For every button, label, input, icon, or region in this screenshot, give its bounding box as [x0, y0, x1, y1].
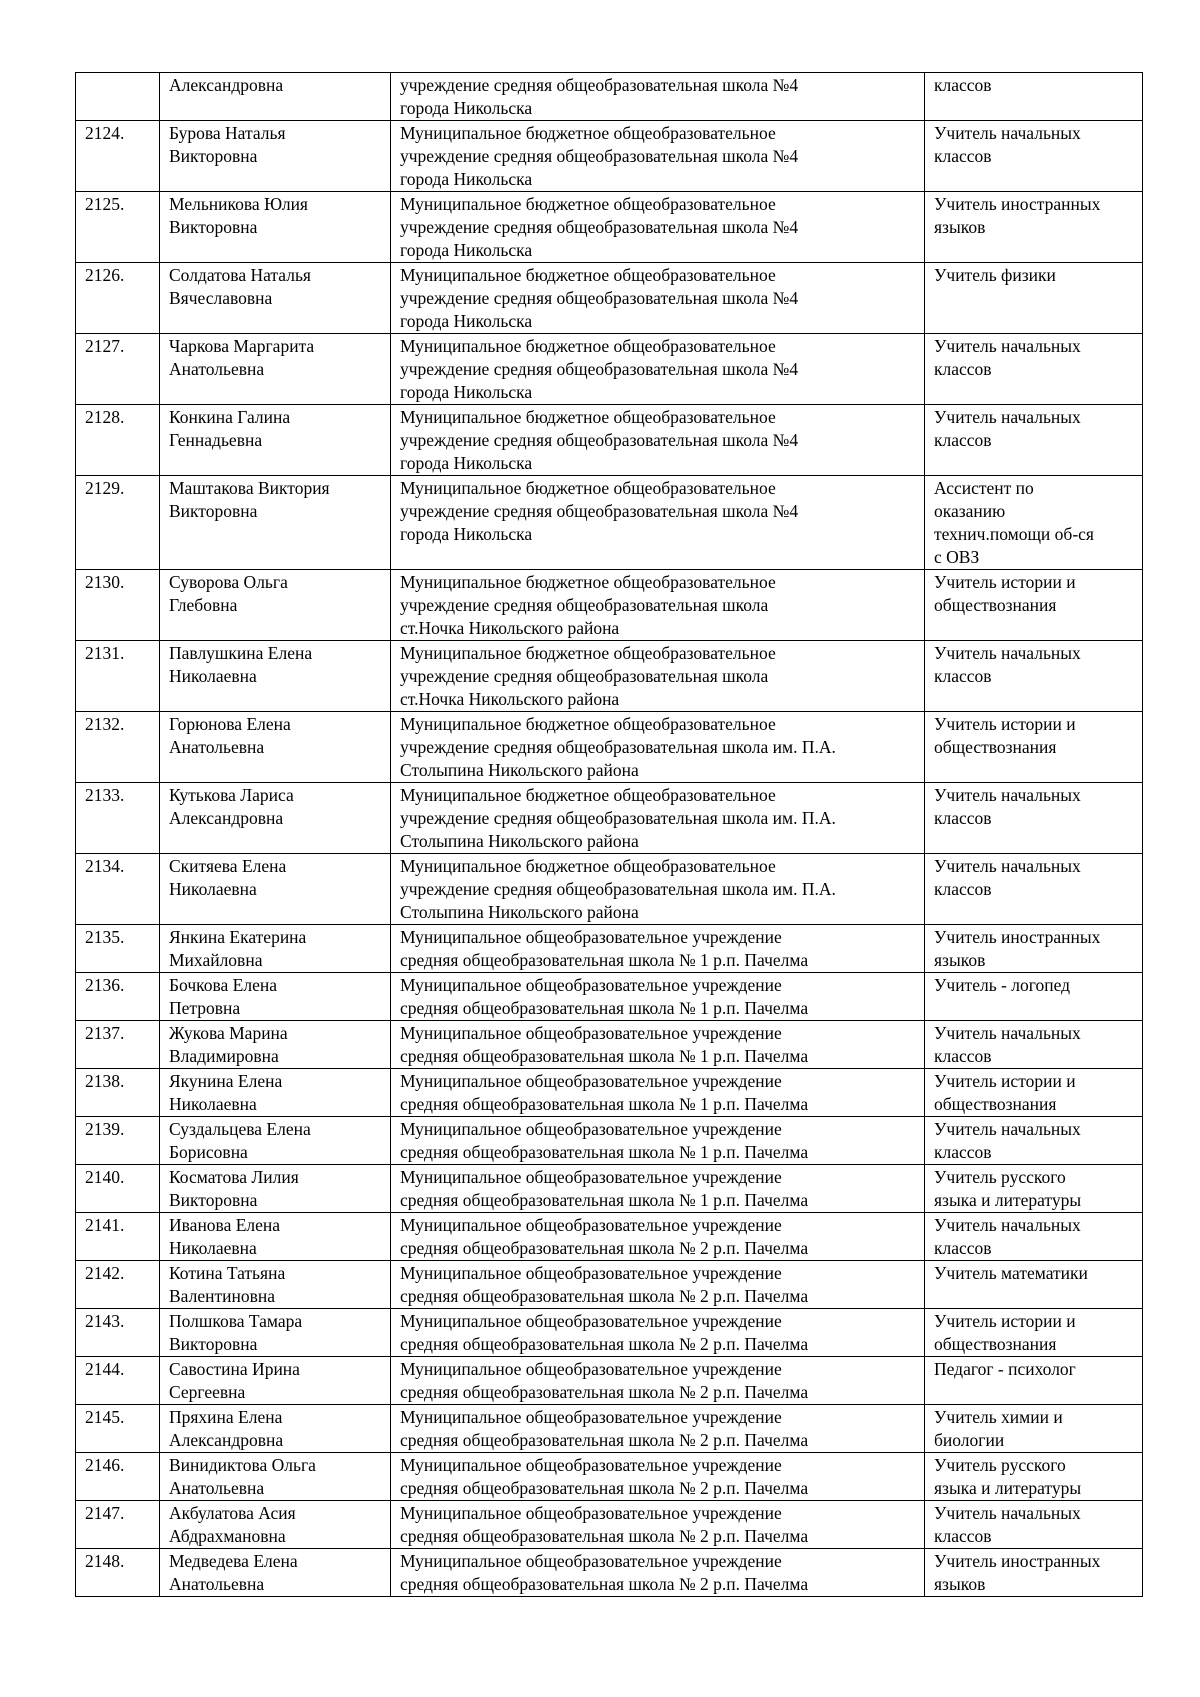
school-name-line: Муниципальное общеобразовательное учреждение: [400, 1407, 782, 1427]
teacher-name-line: Абдрахмановна: [169, 1526, 286, 1546]
position-line: Учитель начальных: [934, 407, 1081, 427]
table-row: [76, 121, 1143, 192]
school-name-line: средняя общеобразовательная школа № 2 р.п. Пачелма: [400, 1526, 809, 1546]
teacher-name-line: Конкина Галина: [169, 407, 291, 427]
position: [925, 1309, 1143, 1357]
teacher-name-line: Мельникова Юлия: [169, 194, 308, 214]
school-name-line: Муниципальное общеобразовательное учреждение: [400, 1455, 782, 1475]
teacher-name: [160, 1549, 391, 1597]
position-line: Учитель иностранных: [934, 927, 1101, 947]
position: [925, 973, 1143, 1021]
teacher-name: [160, 192, 391, 263]
teacher-name-line: Викторовна: [169, 1334, 258, 1354]
school-name-line: Муниципальное общеобразовательное учреждение: [400, 1311, 782, 1331]
position-line: классов: [934, 1238, 992, 1258]
teacher-name-line: Якунина Елена: [169, 1071, 283, 1091]
school-name-line: Муниципальное бюджетное общеобразовательное: [400, 336, 776, 356]
position-line: Учитель русского: [934, 1455, 1066, 1475]
table-row: [76, 854, 1143, 925]
row-number: 2148.: [76, 1549, 160, 1597]
teacher-name-line: Винидиктова Ольга: [169, 1455, 316, 1475]
position-line: классов: [934, 1142, 992, 1162]
position-line: классов: [934, 1046, 992, 1066]
table-row: [76, 405, 1143, 476]
teacher-name-line: Скитяева Елена: [169, 856, 287, 876]
position-line: Учитель начальных: [934, 1119, 1081, 1139]
school-name-line: Муниципальное бюджетное общеобразовательное: [400, 572, 776, 592]
school-name-line: Муниципальное бюджетное общеобразовательное: [400, 123, 776, 143]
teacher-name: [160, 925, 391, 973]
position-line: технич.помощи об-ся: [934, 524, 1094, 544]
teacher-name-line: Акбулатова Асия: [169, 1503, 296, 1523]
school-name-line: Муниципальное общеобразовательное учреждение: [400, 1167, 782, 1187]
school-name-line: Столыпина Никольского района: [400, 902, 639, 922]
school-name-line: Муниципальное общеобразовательное учреждение: [400, 1263, 782, 1283]
school-name-line: города Никольска: [400, 382, 533, 402]
position: [925, 712, 1143, 783]
table-row: [76, 1117, 1143, 1165]
school-name-line: средняя общеобразовательная школа № 2 р.п. Пачелма: [400, 1286, 809, 1306]
school-name: [391, 1021, 925, 1069]
position-line: языков: [934, 950, 986, 970]
school-name-line: ст.Ночка Никольского района: [400, 689, 620, 709]
school-name-line: Муниципальное бюджетное общеобразовательное: [400, 643, 776, 663]
teacher-name-line: Иванова Елена: [169, 1215, 281, 1235]
position: [925, 925, 1143, 973]
position-line: Учитель истории и: [934, 714, 1076, 734]
teacher-name-line: Николаевна: [169, 666, 257, 686]
school-name-line: города Никольска: [400, 98, 533, 118]
teacher-name: [160, 570, 391, 641]
table-row: [76, 1357, 1143, 1405]
school-name: [391, 1549, 925, 1597]
position: [925, 1357, 1143, 1405]
table-row: [76, 925, 1143, 973]
row-number: 2128.: [76, 405, 160, 476]
school-name-line: Муниципальное общеобразовательное учреждение: [400, 1359, 782, 1379]
teacher-name-line: Михайловна: [169, 950, 263, 970]
teacher-name-line: Янкина Екатерина: [169, 927, 307, 947]
row-number: 2132.: [76, 712, 160, 783]
row-number: 2140.: [76, 1165, 160, 1213]
school-name: [391, 1165, 925, 1213]
teacher-name-line: Вячеславовна: [169, 288, 273, 308]
table-row: [76, 192, 1143, 263]
position-line: классов: [934, 146, 992, 166]
teacher-name-line: Викторовна: [169, 217, 258, 237]
teacher-name-line: Борисовна: [169, 1142, 248, 1162]
teacher-name-line: Кутькова Лариса: [169, 785, 294, 805]
teacher-name: [160, 1309, 391, 1357]
table-row: [76, 334, 1143, 405]
school-name-line: учреждение средняя общеобразовательная школа им. П.А.: [400, 879, 836, 899]
document-page: [75, 72, 1142, 1597]
position: [925, 570, 1143, 641]
teacher-name: [160, 1021, 391, 1069]
row-number: 2125.: [76, 192, 160, 263]
position-line: классов: [934, 1526, 992, 1546]
school-name-line: Муниципальное общеобразовательное учреждение: [400, 1119, 782, 1139]
position: [925, 641, 1143, 712]
school-name-line: средняя общеобразовательная школа № 1 р.п. Пачелма: [400, 998, 809, 1018]
position: [925, 1261, 1143, 1309]
position: [925, 1501, 1143, 1549]
position: [925, 1549, 1143, 1597]
school-name: [391, 1261, 925, 1309]
teacher-name: [160, 973, 391, 1021]
position-line: Учитель иностранных: [934, 194, 1101, 214]
teacher-name: [160, 1117, 391, 1165]
school-name-line: Столыпина Никольского района: [400, 831, 639, 851]
school-name-line: средняя общеобразовательная школа № 2 р.п. Пачелма: [400, 1478, 809, 1498]
row-number: 2135.: [76, 925, 160, 973]
table-row: [76, 263, 1143, 334]
row-number: 2129.: [76, 476, 160, 570]
row-number: 2130.: [76, 570, 160, 641]
table-row: [76, 1501, 1143, 1549]
teacher-name-line: Николаевна: [169, 1238, 257, 1258]
teacher-name-line: Александровна: [169, 75, 284, 95]
teacher-name-line: Викторовна: [169, 1190, 258, 1210]
school-name: [391, 783, 925, 854]
teacher-name: [160, 1165, 391, 1213]
school-name: [391, 73, 925, 121]
row-number: 2142.: [76, 1261, 160, 1309]
teacher-name: [160, 1261, 391, 1309]
position-line: Учитель истории и: [934, 1071, 1076, 1091]
teacher-name: [160, 121, 391, 192]
table-row: [76, 73, 1143, 121]
school-name: [391, 712, 925, 783]
teacher-name-line: Жукова Марина: [169, 1023, 288, 1043]
teacher-name-line: Чаркова Маргарита: [169, 336, 315, 356]
table-row: [76, 712, 1143, 783]
position-line: классов: [934, 879, 992, 899]
position: [925, 1069, 1143, 1117]
row-number: 2144.: [76, 1357, 160, 1405]
school-name-line: Муниципальное бюджетное общеобразовательное: [400, 785, 776, 805]
position-line: языков: [934, 1574, 986, 1594]
position: [925, 1021, 1143, 1069]
teacher-name: [160, 712, 391, 783]
position-line: биологии: [934, 1430, 1005, 1450]
table-row: [76, 1213, 1143, 1261]
position-line: классов: [934, 75, 992, 95]
teacher-name: [160, 334, 391, 405]
teacher-name-line: Бочкова Елена: [169, 975, 278, 995]
teacher-name: [160, 783, 391, 854]
position-line: языка и литературы: [934, 1190, 1082, 1210]
teacher-name-line: Котина Татьяна: [169, 1263, 286, 1283]
school-name-line: учреждение средняя общеобразовательная школа №4: [400, 359, 799, 379]
school-name-line: города Никольска: [400, 453, 533, 473]
school-name-line: учреждение средняя общеобразовательная школа №4: [400, 75, 799, 95]
row-number: [76, 73, 160, 121]
school-name-line: Муниципальное бюджетное общеобразовательное: [400, 194, 776, 214]
teacher-name: [160, 476, 391, 570]
teacher-name: [160, 1501, 391, 1549]
position-line: Учитель истории и: [934, 1311, 1076, 1331]
teacher-name-line: Полшкова Тамара: [169, 1311, 303, 1331]
position: [925, 854, 1143, 925]
school-name-line: учреждение средняя общеобразовательная школа им. П.А.: [400, 808, 836, 828]
position: [925, 334, 1143, 405]
table-row: [76, 1453, 1143, 1501]
row-number: 2127.: [76, 334, 160, 405]
teacher-name-line: Солдатова Наталья: [169, 265, 311, 285]
row-number: 2139.: [76, 1117, 160, 1165]
school-name: [391, 121, 925, 192]
position-line: Ассистент по: [934, 478, 1034, 498]
position-line: Учитель начальных: [934, 643, 1081, 663]
school-name-line: средняя общеобразовательная школа № 1 р.п. Пачелма: [400, 1046, 809, 1066]
school-name-line: города Никольска: [400, 169, 533, 189]
teacher-name-line: Владимировна: [169, 1046, 279, 1066]
teacher-name-line: Геннадьевна: [169, 430, 263, 450]
table-row: [76, 1405, 1143, 1453]
position-line: оказанию: [934, 501, 1006, 521]
position: [925, 476, 1143, 570]
teacher-name-line: Горюнова Елена: [169, 714, 291, 734]
school-name-line: Муниципальное бюджетное общеобразовательное: [400, 478, 776, 498]
teacher-name-line: Александровна: [169, 1430, 284, 1450]
position-line: Учитель иностранных: [934, 1551, 1101, 1571]
school-name-line: города Никольска: [400, 240, 533, 260]
position-line: классов: [934, 808, 992, 828]
position: [925, 121, 1143, 192]
table-row: [76, 1165, 1143, 1213]
teacher-name-line: Петровна: [169, 998, 241, 1018]
teachers-table: [75, 72, 1143, 1597]
school-name-line: средняя общеобразовательная школа № 1 р.п. Пачелма: [400, 1190, 809, 1210]
school-name-line: учреждение средняя общеобразовательная школа №4: [400, 217, 799, 237]
row-number: 2126.: [76, 263, 160, 334]
teacher-name-line: Сергеевна: [169, 1382, 246, 1402]
table-row: [76, 1309, 1143, 1357]
school-name-line: средняя общеобразовательная школа № 2 р.п. Пачелма: [400, 1382, 809, 1402]
school-name: [391, 1453, 925, 1501]
row-number: 2143.: [76, 1309, 160, 1357]
school-name: [391, 641, 925, 712]
position: [925, 1117, 1143, 1165]
teacher-name-line: Анатольевна: [169, 359, 265, 379]
position-line: Учитель истории и: [934, 572, 1076, 592]
table-row: [76, 570, 1143, 641]
school-name-line: города Никольска: [400, 311, 533, 331]
teacher-name-line: Николаевна: [169, 879, 257, 899]
position: [925, 263, 1143, 334]
row-number: 2131.: [76, 641, 160, 712]
teacher-name: [160, 1453, 391, 1501]
teacher-name-line: Бурова Наталья: [169, 123, 286, 143]
school-name-line: Муниципальное общеобразовательное учреждение: [400, 927, 782, 947]
school-name-line: Муниципальное бюджетное общеобразовательное: [400, 856, 776, 876]
position-line: обществознания: [934, 1334, 1057, 1354]
teacher-name: [160, 73, 391, 121]
school-name-line: Муниципальное общеобразовательное учреждение: [400, 975, 782, 995]
teacher-name: [160, 1069, 391, 1117]
table-row: [76, 1021, 1143, 1069]
school-name-line: Муниципальное общеобразовательное учреждение: [400, 1071, 782, 1091]
position: [925, 192, 1143, 263]
position: [925, 1453, 1143, 1501]
school-name: [391, 1309, 925, 1357]
teacher-name-line: Медведева Елена: [169, 1551, 298, 1571]
row-number: 2133.: [76, 783, 160, 854]
school-name-line: учреждение средняя общеобразовательная школа: [400, 595, 769, 615]
position-line: с ОВЗ: [934, 547, 980, 567]
school-name-line: средняя общеобразовательная школа № 2 р.п. Пачелма: [400, 1238, 809, 1258]
table-row: [76, 641, 1143, 712]
school-name: [391, 1501, 925, 1549]
school-name-line: Муниципальное бюджетное общеобразовательное: [400, 714, 776, 734]
position-line: классов: [934, 430, 992, 450]
teacher-name: [160, 1357, 391, 1405]
school-name-line: учреждение средняя общеобразовательная школа №4: [400, 430, 799, 450]
school-name-line: учреждение средняя общеобразовательная школа №4: [400, 288, 799, 308]
row-number: 2138.: [76, 1069, 160, 1117]
teacher-name-line: Косматова Лилия: [169, 1167, 299, 1187]
school-name-line: средняя общеобразовательная школа № 1 р.п. Пачелма: [400, 950, 809, 970]
table-row: [76, 1261, 1143, 1309]
position-line: классов: [934, 359, 992, 379]
teacher-name-line: Викторовна: [169, 501, 258, 521]
school-name: [391, 1213, 925, 1261]
position-line: Учитель физики: [934, 265, 1056, 285]
school-name-line: Муниципальное бюджетное общеобразовательное: [400, 265, 776, 285]
row-number: 2134.: [76, 854, 160, 925]
school-name-line: Столыпина Никольского района: [400, 760, 639, 780]
position: [925, 783, 1143, 854]
position-line: Учитель математики: [934, 1263, 1088, 1283]
teacher-name-line: Павлушкина Елена: [169, 643, 313, 663]
school-name: [391, 1069, 925, 1117]
position-line: Учитель начальных: [934, 1023, 1081, 1043]
teacher-name-line: Анатольевна: [169, 1574, 265, 1594]
school-name-line: средняя общеобразовательная школа № 1 р.п. Пачелма: [400, 1142, 809, 1162]
school-name-line: учреждение средняя общеобразовательная школа им. П.А.: [400, 737, 836, 757]
teacher-name-line: Валентиновна: [169, 1286, 275, 1306]
table-row: [76, 973, 1143, 1021]
teacher-name-line: Анатольевна: [169, 1478, 265, 1498]
teacher-name-line: Маштакова Виктория: [169, 478, 330, 498]
teacher-name-line: Суздальцева Елена: [169, 1119, 311, 1139]
school-name: [391, 1117, 925, 1165]
school-name-line: средняя общеобразовательная школа № 2 р.п. Пачелма: [400, 1430, 809, 1450]
teacher-name-line: Пряхина Елена: [169, 1407, 283, 1427]
school-name-line: Муниципальное общеобразовательное учреждение: [400, 1551, 782, 1571]
row-number: 2146.: [76, 1453, 160, 1501]
school-name: [391, 263, 925, 334]
table-row: [76, 476, 1143, 570]
position-line: классов: [934, 666, 992, 686]
position-line: обществознания: [934, 1094, 1057, 1114]
school-name-line: учреждение средняя общеобразовательная школа №4: [400, 501, 799, 521]
school-name: [391, 405, 925, 476]
table-row: [76, 1549, 1143, 1597]
position-line: Учитель начальных: [934, 1215, 1081, 1235]
teacher-name-line: Анатольевна: [169, 737, 265, 757]
position: [925, 1165, 1143, 1213]
school-name-line: Муниципальное бюджетное общеобразовательное: [400, 407, 776, 427]
school-name: [391, 925, 925, 973]
teacher-name: [160, 263, 391, 334]
position-line: языка и литературы: [934, 1478, 1082, 1498]
teacher-name: [160, 641, 391, 712]
row-number: 2136.: [76, 973, 160, 1021]
teacher-name: [160, 854, 391, 925]
table-row: [76, 1069, 1143, 1117]
school-name: [391, 570, 925, 641]
position-line: Педагог - психолог: [934, 1359, 1076, 1379]
position-line: Учитель химии и: [934, 1407, 1063, 1427]
teacher-name-line: Глебовна: [169, 595, 238, 615]
position-line: Учитель - логопед: [934, 975, 1071, 995]
teacher-name: [160, 1405, 391, 1453]
row-number: 2124.: [76, 121, 160, 192]
teacher-name-line: Суворова Ольга: [169, 572, 288, 592]
position-line: Учитель начальных: [934, 336, 1081, 356]
school-name-line: средняя общеобразовательная школа № 2 р.п. Пачелма: [400, 1574, 809, 1594]
school-name: [391, 1357, 925, 1405]
table-row: [76, 783, 1143, 854]
school-name-line: города Никольска: [400, 524, 533, 544]
position: [925, 73, 1143, 121]
position-line: Учитель начальных: [934, 1503, 1081, 1523]
position: [925, 1405, 1143, 1453]
teacher-name-line: Савостина Ирина: [169, 1359, 300, 1379]
position: [925, 1213, 1143, 1261]
school-name: [391, 854, 925, 925]
school-name-line: Муниципальное общеобразовательное учреждение: [400, 1215, 782, 1235]
school-name: [391, 476, 925, 570]
row-number: 2141.: [76, 1213, 160, 1261]
school-name-line: ст.Ночка Никольского района: [400, 618, 620, 638]
table-body: [76, 73, 1143, 1597]
teacher-name: [160, 405, 391, 476]
row-number: 2137.: [76, 1021, 160, 1069]
position-line: обществознания: [934, 737, 1057, 757]
teacher-name-line: Викторовна: [169, 146, 258, 166]
school-name-line: средняя общеобразовательная школа № 1 р.п. Пачелма: [400, 1094, 809, 1114]
row-number: 2147.: [76, 1501, 160, 1549]
position-line: Учитель начальных: [934, 123, 1081, 143]
teacher-name-line: Александровна: [169, 808, 284, 828]
row-number: 2145.: [76, 1405, 160, 1453]
position-line: Учитель начальных: [934, 785, 1081, 805]
school-name-line: Муниципальное общеобразовательное учреждение: [400, 1503, 782, 1523]
school-name-line: средняя общеобразовательная школа № 2 р.п. Пачелма: [400, 1334, 809, 1354]
position-line: обществознания: [934, 595, 1057, 615]
teacher-name: [160, 1213, 391, 1261]
school-name: [391, 973, 925, 1021]
position: [925, 405, 1143, 476]
school-name: [391, 334, 925, 405]
position-line: языков: [934, 217, 986, 237]
school-name-line: Муниципальное общеобразовательное учреждение: [400, 1023, 782, 1043]
school-name: [391, 192, 925, 263]
school-name-line: учреждение средняя общеобразовательная школа: [400, 666, 769, 686]
school-name: [391, 1405, 925, 1453]
teacher-name-line: Николаевна: [169, 1094, 257, 1114]
position-line: Учитель начальных: [934, 856, 1081, 876]
position-line: Учитель русского: [934, 1167, 1066, 1187]
school-name-line: учреждение средняя общеобразовательная школа №4: [400, 146, 799, 166]
